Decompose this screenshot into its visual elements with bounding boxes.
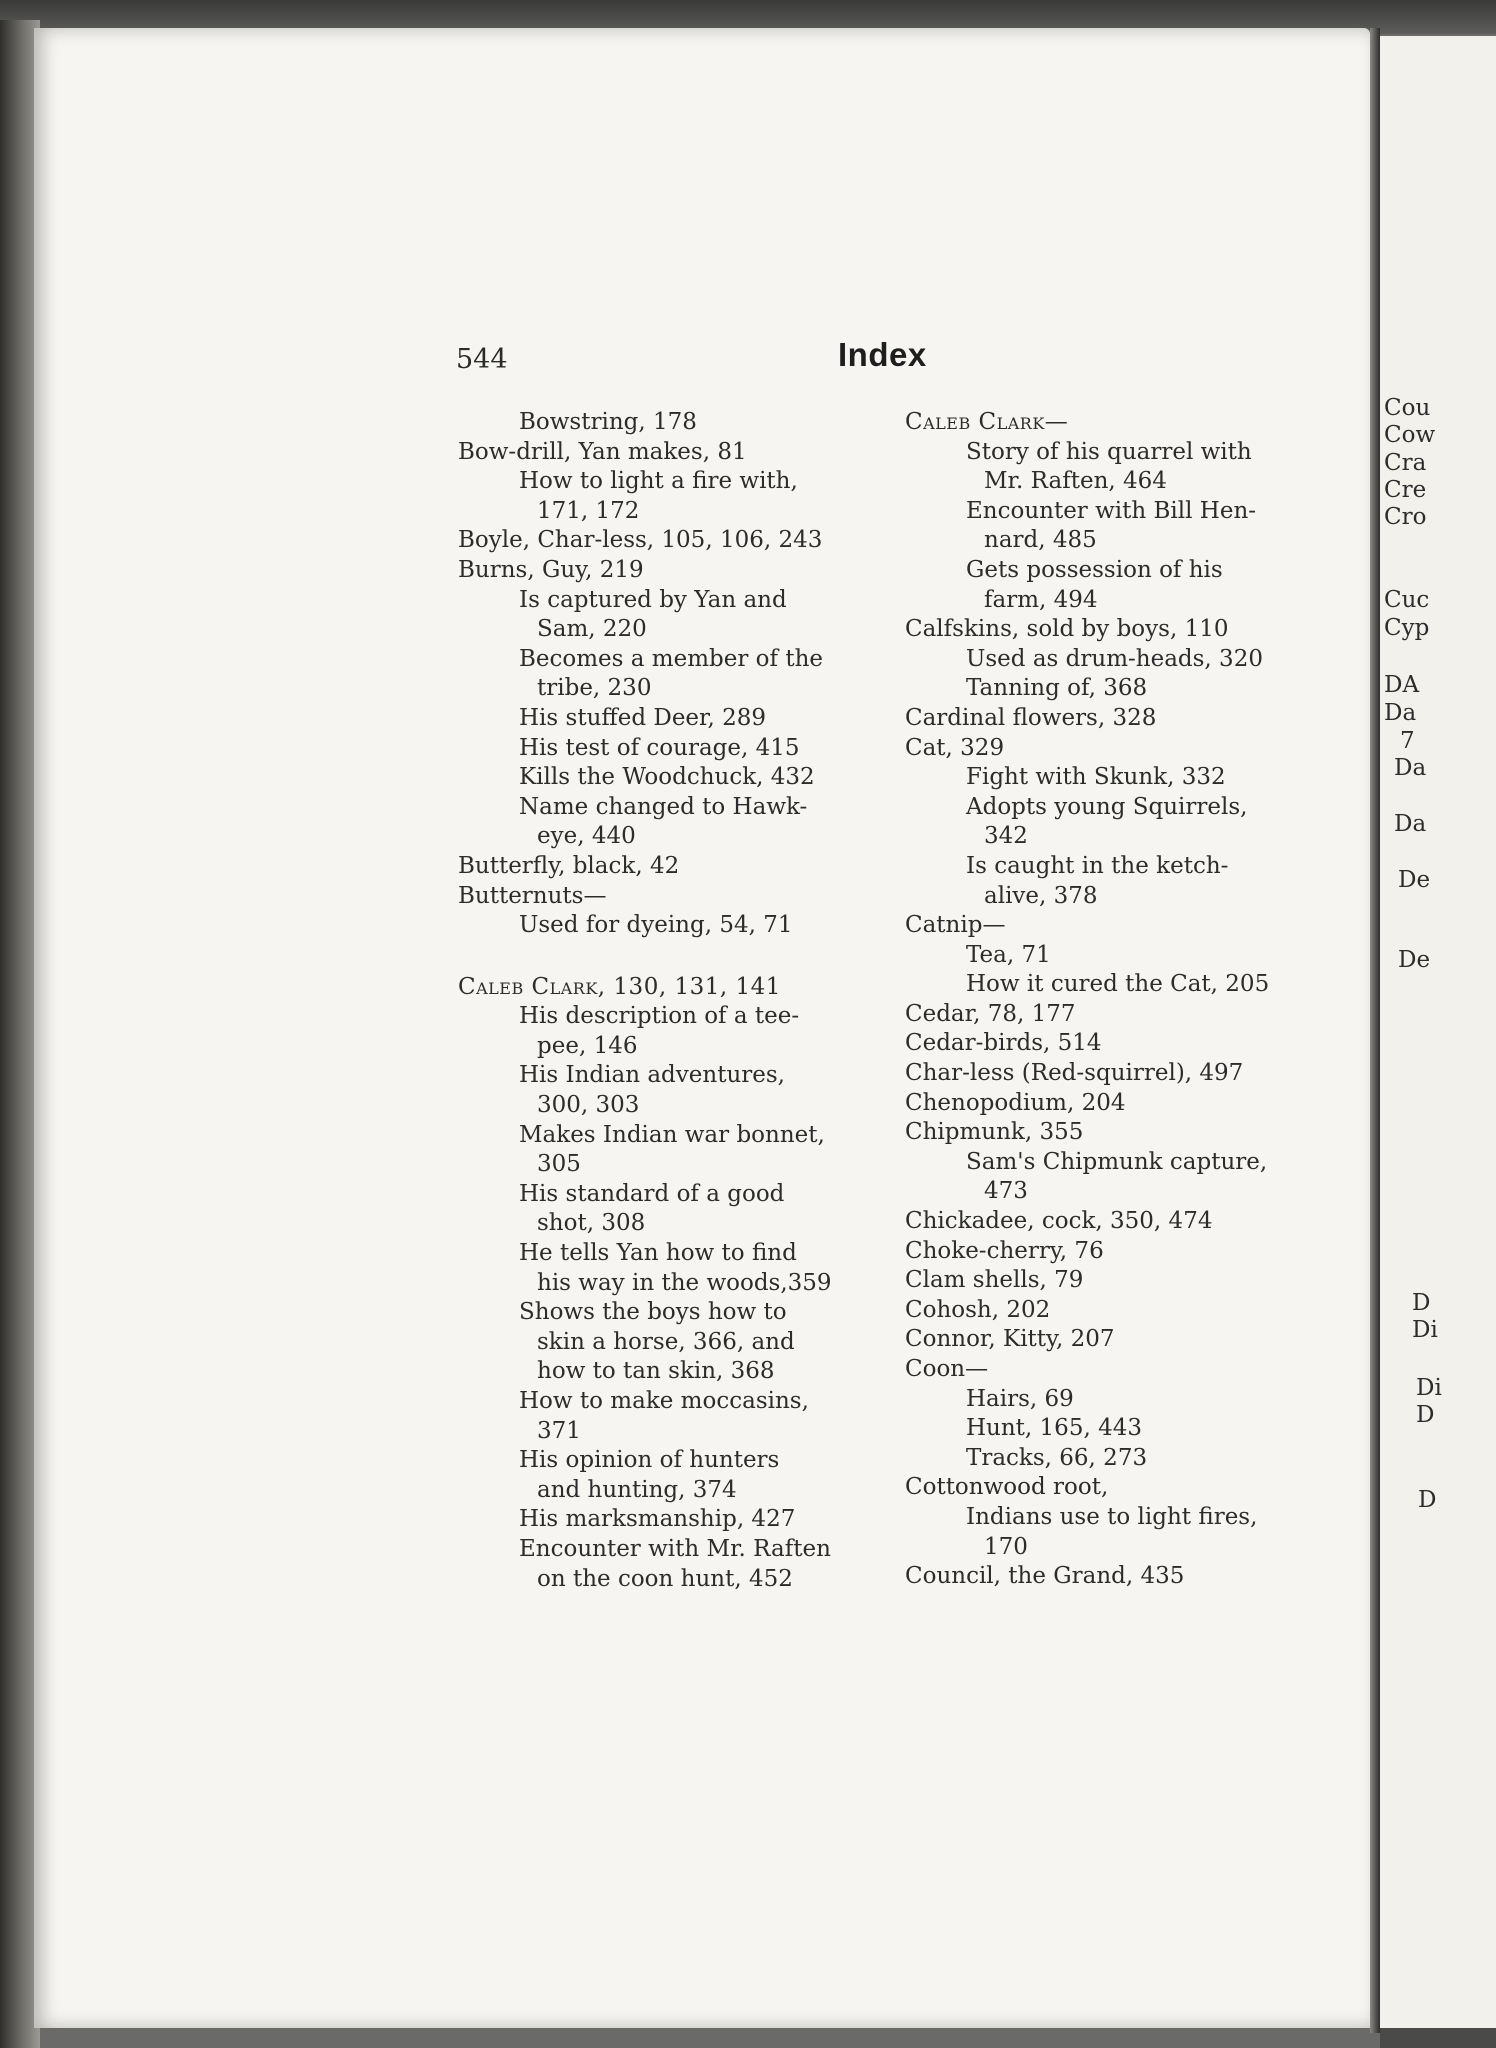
facing-page-fragment: Cuc bbox=[1384, 587, 1430, 613]
index-subentry: 371 bbox=[537, 1417, 581, 1444]
index-subentry: 342 bbox=[984, 823, 1028, 850]
index-subentry: eye, 440 bbox=[537, 823, 636, 850]
index-subentry: Is captured by Yan and bbox=[519, 586, 787, 613]
index-subentry: His standard of a good bbox=[519, 1180, 785, 1207]
index-subentry: nard, 485 bbox=[984, 527, 1097, 554]
index-subentry: Fight with Skunk, 332 bbox=[966, 764, 1226, 791]
index-entry: Cottonwood root, bbox=[905, 1474, 1109, 1501]
index-subentry: Indians use to light fires, bbox=[966, 1503, 1258, 1530]
index-entry: Butterfly, black, 42 bbox=[458, 852, 680, 879]
index-subentry: pee, 146 bbox=[537, 1032, 638, 1059]
facing-page-bottom-edge bbox=[1380, 2028, 1496, 2048]
index-subentry: on the coon hunt, 452 bbox=[537, 1565, 793, 1592]
index-subentry: His stuffed Deer, 289 bbox=[519, 704, 767, 731]
facing-page-fragment: Da bbox=[1384, 700, 1417, 726]
facing-page-fragment: Cre bbox=[1384, 477, 1427, 503]
facing-page-fragment: De bbox=[1398, 947, 1431, 973]
index-subentry: shot, 308 bbox=[537, 1210, 646, 1237]
index-entry: Bow-drill, Yan makes, 81 bbox=[458, 438, 747, 465]
index-subentry: skin a horse, 366, and bbox=[537, 1328, 795, 1355]
facing-page-fragment: D bbox=[1418, 1487, 1437, 1513]
index-entry: Coon— bbox=[905, 1356, 989, 1382]
index-subentry: and hunting, 374 bbox=[537, 1476, 737, 1503]
facing-page-fragment: Cyp bbox=[1384, 615, 1430, 641]
index-subentry: Used for dyeing, 54, 71 bbox=[519, 912, 793, 939]
index-subentry: Story of his quarrel with bbox=[966, 438, 1252, 465]
index-subentry: Encounter with Mr. Raften bbox=[519, 1535, 831, 1562]
index-subentry: Adopts young Squirrels, bbox=[966, 793, 1248, 820]
index-subentry: Tanning of, 368 bbox=[966, 675, 1148, 702]
index-entry: Cardinal flowers, 328 bbox=[905, 704, 1157, 731]
index-subentry: Becomes a member of the bbox=[519, 645, 824, 672]
index-subentry: Hairs, 69 bbox=[966, 1385, 1074, 1412]
facing-page-fragment: Da bbox=[1394, 755, 1427, 781]
index-entry: Cohosh, 202 bbox=[905, 1296, 1051, 1323]
index-subentry: Encounter with Bill Hen- bbox=[966, 497, 1257, 524]
index-subentry: 305 bbox=[537, 1151, 581, 1178]
page-gutter bbox=[1370, 28, 1380, 2033]
index-entry: Clam shells, 79 bbox=[905, 1267, 1084, 1294]
facing-page-fragment: De bbox=[1398, 867, 1431, 893]
index-subentry: Sam's Chipmunk capture, bbox=[966, 1148, 1268, 1175]
facing-page-fragment: DA bbox=[1384, 672, 1420, 698]
index-subentry: Shows the boys how to bbox=[519, 1299, 787, 1326]
index-subentry: How to light a fire with, bbox=[519, 468, 798, 495]
facing-page-fragment: D bbox=[1416, 1402, 1435, 1428]
facing-page-fragment: Cro bbox=[1384, 504, 1427, 530]
index-entry: Calfskins, sold by boys, 110 bbox=[905, 616, 1229, 643]
index-subentry: Is caught in the ketch- bbox=[966, 852, 1229, 879]
index-subentry: farm, 494 bbox=[984, 586, 1098, 613]
index-entry: Chickadee, cock, 350, 474 bbox=[905, 1208, 1213, 1235]
index-subentry: Kills the Woodchuck, 432 bbox=[519, 764, 815, 791]
index-subentry: Name changed to Hawk- bbox=[519, 793, 808, 820]
index-subentry: 170 bbox=[984, 1533, 1028, 1560]
index-entry: Burns, Guy, 219 bbox=[458, 556, 644, 583]
index-entry: Caleb Clark, 130, 131, 141 bbox=[458, 973, 781, 1000]
index-entry: Cedar-birds, 514 bbox=[905, 1030, 1102, 1057]
index-entry: Cat, 329 bbox=[905, 734, 1005, 761]
page-number: 544 bbox=[456, 344, 508, 375]
index-entry: Catnip— bbox=[905, 912, 1006, 939]
index-subentry: His Indian adventures, bbox=[519, 1062, 785, 1089]
index-entry: Char-less (Red-squirrel), 497 bbox=[905, 1060, 1244, 1087]
index-entry: Butternuts— bbox=[458, 882, 607, 909]
index-subentry: Gets possession of his bbox=[966, 556, 1223, 583]
index-subentry: He tells Yan how to find bbox=[519, 1240, 797, 1267]
index-entry: Council, the Grand, 435 bbox=[905, 1563, 1185, 1590]
index-subentry: Bowstring, 178 bbox=[519, 409, 697, 435]
facing-page-fragment: Da bbox=[1394, 811, 1427, 837]
index-subentry: His marksmanship, 427 bbox=[519, 1506, 796, 1533]
index-subentry: How to make moccasins, bbox=[519, 1388, 809, 1414]
index-entry: Caleb Clark— bbox=[905, 409, 1069, 435]
facing-page-fragment: 7 bbox=[1400, 728, 1415, 754]
index-entry: Chipmunk, 355 bbox=[905, 1119, 1084, 1146]
facing-page-fragment: Cow bbox=[1384, 422, 1436, 448]
index-entry: Chenopodium, 204 bbox=[905, 1089, 1126, 1116]
running-head: Index bbox=[838, 336, 927, 373]
index-entry: Connor, Kitty, 207 bbox=[905, 1326, 1115, 1353]
index-entry: Choke-cherry, 76 bbox=[905, 1237, 1104, 1264]
index-subentry: Used as drum-heads, 320 bbox=[966, 645, 1263, 672]
facing-page-fragment: Cou bbox=[1384, 395, 1431, 421]
index-column-left bbox=[458, 408, 868, 1594]
index-section-gap bbox=[458, 941, 868, 973]
index-subentry: Makes Indian war bonnet, bbox=[519, 1121, 825, 1148]
index-subentry: tribe, 230 bbox=[537, 675, 652, 702]
index-subentry: 171, 172 bbox=[537, 497, 640, 524]
index-subentry: his way in the woods,359 bbox=[537, 1269, 832, 1296]
index-subentry: how to tan skin, 368 bbox=[537, 1358, 775, 1385]
index-subentry: alive, 378 bbox=[984, 882, 1098, 909]
index-subentry: Tea, 71 bbox=[966, 941, 1051, 968]
facing-page-fragment: Di bbox=[1412, 1317, 1438, 1343]
index-subentry: Hunt, 165, 443 bbox=[966, 1415, 1142, 1442]
index-entry: Boyle, Char-less, 105, 106, 243 bbox=[458, 527, 823, 554]
index-subentry: His opinion of hunters bbox=[519, 1447, 780, 1474]
facing-page-fragment: Cra bbox=[1384, 450, 1427, 476]
index-subentry: How it cured the Cat, 205 bbox=[966, 971, 1270, 998]
index-subentry: Mr. Raften, 464 bbox=[984, 468, 1167, 495]
index-subentry: 300, 303 bbox=[537, 1092, 640, 1119]
index-subentry: 473 bbox=[984, 1178, 1028, 1205]
index-column-right bbox=[905, 408, 1315, 1592]
index-subentry: Tracks, 66, 273 bbox=[966, 1444, 1148, 1471]
index-entry: Cedar, 78, 177 bbox=[905, 1000, 1076, 1027]
index-subentry: His description of a tee- bbox=[519, 1003, 800, 1030]
index-subentry: His test of courage, 415 bbox=[519, 734, 800, 761]
facing-page-fragment: D bbox=[1412, 1290, 1431, 1316]
facing-page-fragment: Di bbox=[1416, 1375, 1442, 1401]
facing-page bbox=[1380, 36, 1496, 2048]
index-subentry: Sam, 220 bbox=[537, 616, 647, 643]
